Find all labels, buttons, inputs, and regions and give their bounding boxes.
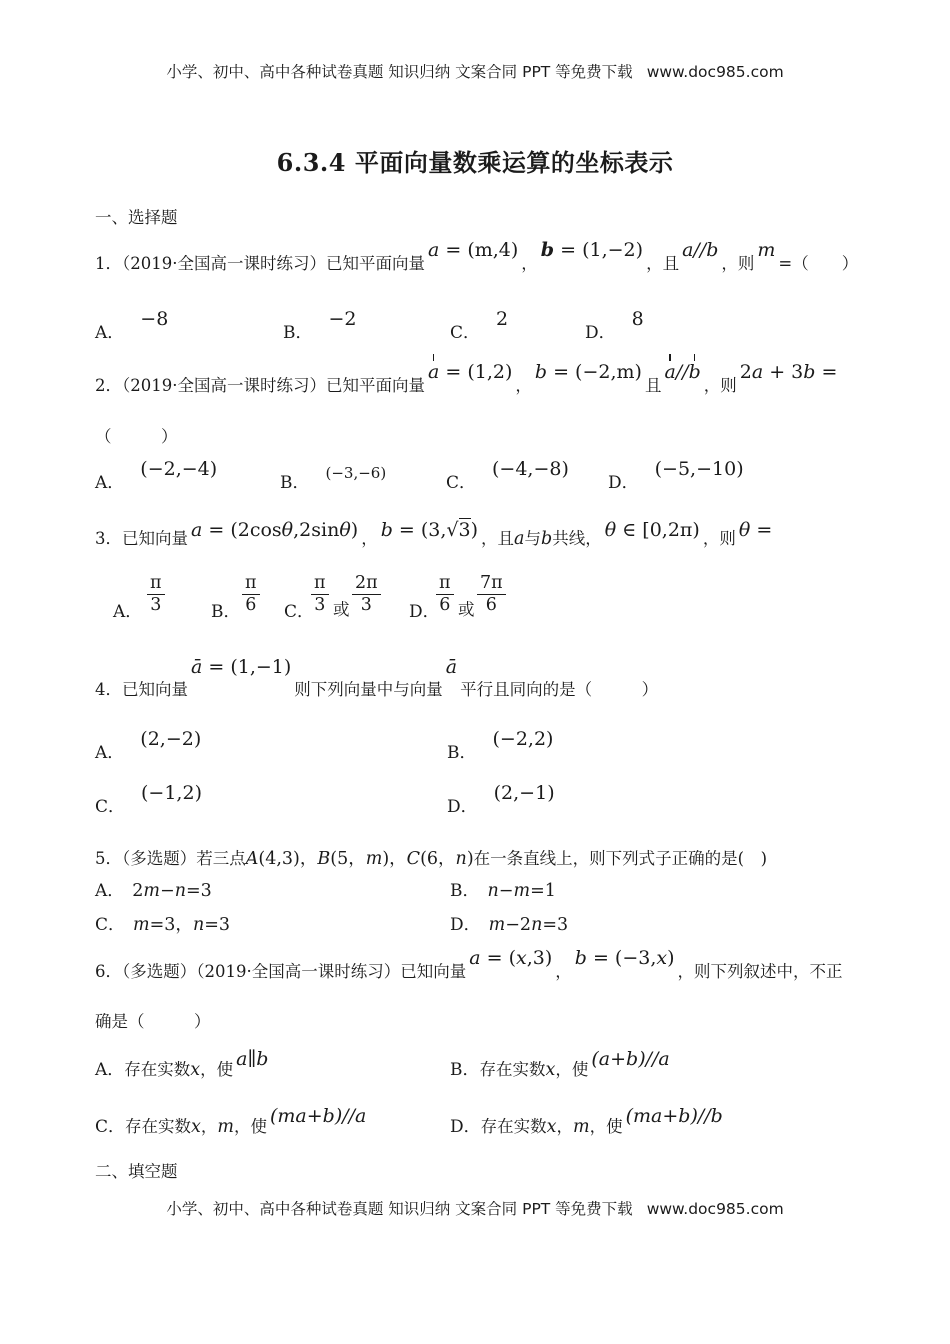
q1-option-a-value: −8 — [140, 308, 169, 330]
header-text: 小学、初中、高中各种试卷真题 知识归纳 文案合同 PPT 等免费下载 — [166, 63, 633, 81]
q1-option-b — [283, 308, 357, 343]
q1-option-b-value: −2 — [328, 308, 357, 330]
q2-and-text: 且 — [644, 376, 662, 395]
q5-lead-text: （多选题）若三点 — [122, 849, 246, 868]
q3-comma: ， — [361, 529, 378, 548]
q2-lead-text: （2019·全国高一课时练习）已知平面向量 — [122, 376, 425, 395]
q6-lead-text: （多选题）（2019·全国高一课时练习）已知向量 — [122, 962, 467, 981]
q2-option-d-label: D． — [608, 473, 639, 493]
q4-lead-text: 已知向量 — [122, 680, 188, 699]
q2-option-c — [446, 458, 569, 493]
q6-option-b-label: B． — [450, 1060, 480, 1080]
q6-option-a: A．存在实数x，使 a∥b — [95, 1048, 269, 1080]
q2-option-d — [608, 458, 744, 493]
q4-formula-a: ā = (1,−1) — [191, 656, 292, 678]
q6-formula-b: b = (−3,x) — [574, 947, 675, 969]
q3-formula-theta-range: θ ∈ [0,2π) — [604, 519, 700, 541]
q3-vector-a: a — [514, 529, 525, 549]
q3-option-d-label: D． — [409, 602, 440, 622]
q2-formula-a: a = (1,2) — [428, 362, 512, 383]
footer-text: 小学、初中、高中各种试卷真题 知识归纳 文案合同 PPT 等免费下载 — [166, 1200, 633, 1218]
q3-option-c-fraction-1: $\frac{\pi}{3}$ — [311, 573, 329, 615]
question-4 — [95, 656, 659, 700]
q1-mid-text: ，且 — [646, 254, 680, 273]
q4-option-c-label: C． — [95, 797, 126, 817]
question-3 — [95, 519, 775, 549]
q5-option-a-label: A． — [95, 881, 125, 901]
q6-option-a-formula: a∥b — [236, 1048, 269, 1070]
vector-arrow-mark — [433, 354, 435, 361]
q5-option-c — [95, 910, 230, 936]
q1-option-d-label: D． — [585, 323, 616, 343]
q1-comma: ， — [521, 254, 538, 273]
q6-number: 6． — [95, 962, 122, 981]
q2-formula-parallel: a// b — [664, 362, 700, 383]
q3-option-c-fraction-2: $\frac{2\pi}{3}$ — [352, 573, 381, 615]
q5-option-d — [450, 910, 568, 935]
q3-with-text: 与 — [524, 529, 541, 548]
q4-option-d-label: D． — [447, 797, 478, 817]
q5-option-c-label: C． — [95, 915, 126, 935]
q6-option-b-formula: (a+b)//a — [591, 1048, 670, 1070]
q3-option-b-fraction: $\frac{\pi}{6}$ — [242, 573, 260, 615]
q4-formula-a-bar: ā — [445, 656, 458, 678]
q1-option-a-label: A． — [95, 323, 125, 343]
q3-mid-text-1: ，且 — [481, 529, 515, 548]
q6-formula-a: a = (x,3) — [469, 947, 553, 969]
vector-arrow-mark — [669, 354, 671, 361]
q3-option-c-label: C． — [284, 602, 315, 622]
q6-tail-line: 确是（ ） — [95, 1012, 211, 1031]
q6-option-c-label: C． — [95, 1117, 126, 1137]
q2-option-b-value: (−3,−6) — [325, 464, 387, 482]
q4-option-a-value: (2,−2) — [140, 728, 202, 750]
q1-formula-m: m — [757, 239, 776, 261]
q3-options — [0, 573, 950, 623]
q4-option-a-label: A． — [95, 743, 125, 763]
q1-formula-a: a = (m,4) — [428, 239, 519, 261]
q4-option-b — [447, 728, 554, 763]
question-1 — [95, 239, 859, 274]
q2-formula-b: b = (−2,m) — [534, 361, 642, 383]
q4-option-d-value: (2,−1) — [493, 782, 555, 804]
q1-option-c — [450, 308, 509, 343]
q2-answer-paren: （ ） — [95, 427, 178, 446]
q3-option-d-fraction-1: $\frac{\pi}{6}$ — [436, 573, 454, 615]
q4-option-c — [95, 782, 202, 817]
q6-comma: ， — [555, 962, 572, 981]
page-title: 6.3.4 平面向量数乘运算的坐标表示 — [276, 148, 674, 177]
q3-lead-text: 已知向量 — [122, 529, 188, 548]
q6-option-d: D．存在实数x，m，使 (ma+b)//b — [450, 1105, 723, 1137]
q3-formula-theta-eq: θ = — [738, 519, 773, 541]
q3-formula-b: b = (3,√3) — [380, 519, 479, 541]
q4-mid-text: 则下列向量中与向量 — [294, 680, 443, 699]
q5-option-d-label: D． — [450, 915, 481, 935]
q6-option-b: B．存在实数x，使 (a+b)//a — [450, 1048, 670, 1080]
q2-option-c-label: C． — [446, 473, 477, 493]
vector-arrow-mark — [694, 354, 696, 361]
q6-tail-text-1: ，则下列叙述中，不正 — [677, 962, 843, 981]
q4-option-a — [95, 728, 202, 763]
q6-option-a-label: A． — [95, 1060, 125, 1080]
question-2 — [95, 361, 840, 396]
q3-option-d-or: 或 — [458, 600, 475, 619]
q3-option-b-label: B． — [211, 602, 241, 622]
q1-formula-b: b = (1,−2) — [540, 239, 644, 261]
q3-then-text: ，则 — [702, 529, 736, 548]
q1-lead-text: （2019·全国高一课时练习）已知平面向量 — [122, 254, 425, 273]
q2-option-a-value: (−2,−4) — [140, 458, 218, 480]
q3-formula-a: a = (2cosθ,2sinθ) — [191, 519, 359, 541]
q1-option-b-label: B． — [283, 323, 313, 343]
q2-option-c-value: (−4,−8) — [492, 458, 569, 480]
q6-option-d-label: D． — [450, 1117, 481, 1137]
radical-sign: √ — [446, 519, 459, 541]
q2-formula-expr: 2a + 3b = — [739, 361, 838, 383]
section-fill-in-blank: 二、填空题 — [95, 1162, 178, 1181]
q2-option-b — [280, 464, 387, 493]
page-footer — [0, 1197, 950, 1219]
q4-tail-text: 平行且同向的是（ ） — [460, 680, 659, 699]
q2-number: 2． — [95, 376, 122, 395]
q1-formula-parallel: a//b — [682, 239, 719, 261]
q3-option-c-or: 或 — [333, 600, 350, 619]
q1-option-c-value: 2 — [496, 308, 509, 330]
q1-option-a — [95, 308, 169, 343]
q5-option-c-value: m=3，n=3 — [133, 915, 231, 935]
q2-option-b-label: B． — [280, 473, 310, 493]
q5-option-a-value: 2m−n=3 — [132, 881, 212, 901]
q5-number: 5． — [95, 849, 122, 868]
q6-option-d-formula: (ma+b)//b — [625, 1105, 723, 1127]
q4-option-d — [447, 782, 555, 817]
q5-option-b-value: n−m=1 — [487, 881, 556, 901]
q4-option-b-value: (−2,2) — [492, 728, 554, 750]
q3-option-a-label: A． — [113, 602, 143, 622]
q5-option-d-value: m−2n=3 — [488, 915, 569, 935]
q3-number: 3． — [95, 529, 122, 548]
q3-option-a-fraction: $\frac{\pi}{3}$ — [147, 573, 165, 615]
q2-then-text: ，则 — [703, 376, 737, 395]
q4-number: 4． — [95, 680, 122, 699]
question-5 — [95, 845, 767, 870]
q3-mid-text-2: 共线， — [552, 529, 602, 548]
q5-option-b — [450, 876, 556, 901]
section-choice-questions: 一、选择题 — [95, 208, 178, 227]
q6-option-c: C．存在实数x，m，使 (ma+b)//a — [95, 1105, 367, 1137]
q1-tail-text: =（ ） — [778, 254, 859, 273]
q3-vector-b: b — [540, 529, 553, 549]
footer-url: www.doc985.com — [646, 1200, 784, 1218]
page-header — [0, 60, 950, 82]
q5-option-a — [95, 876, 212, 901]
question-6 — [95, 947, 843, 982]
q4-option-c-value: (−1,2) — [141, 782, 202, 804]
q5-tail-text: 在一条直线上，则下列式子正确的是( ) — [473, 849, 768, 868]
q1-number: 1． — [95, 254, 122, 273]
q1-option-d-value: 8 — [631, 308, 644, 330]
q5-option-b-label: B． — [450, 881, 480, 901]
q2-option-a — [95, 458, 218, 493]
q1-option-c-label: C． — [450, 323, 481, 343]
q3-option-d-fraction-2: $\frac{7\pi}{6}$ — [477, 573, 506, 615]
q2-option-a-label: A． — [95, 473, 125, 493]
q2-option-d-value: (−5,−10) — [654, 458, 744, 480]
q6-option-c-formula: (ma+b)//a — [270, 1105, 367, 1127]
q4-option-b-label: B． — [447, 743, 477, 763]
q1-then-text: ，则 — [721, 254, 755, 273]
q2-comma: ， — [515, 376, 532, 395]
q1-option-d — [585, 308, 644, 343]
header-url: www.doc985.com — [646, 63, 784, 81]
q5-points-formula: A(4,3)，B(5，m)，C(6，n) — [245, 849, 474, 869]
